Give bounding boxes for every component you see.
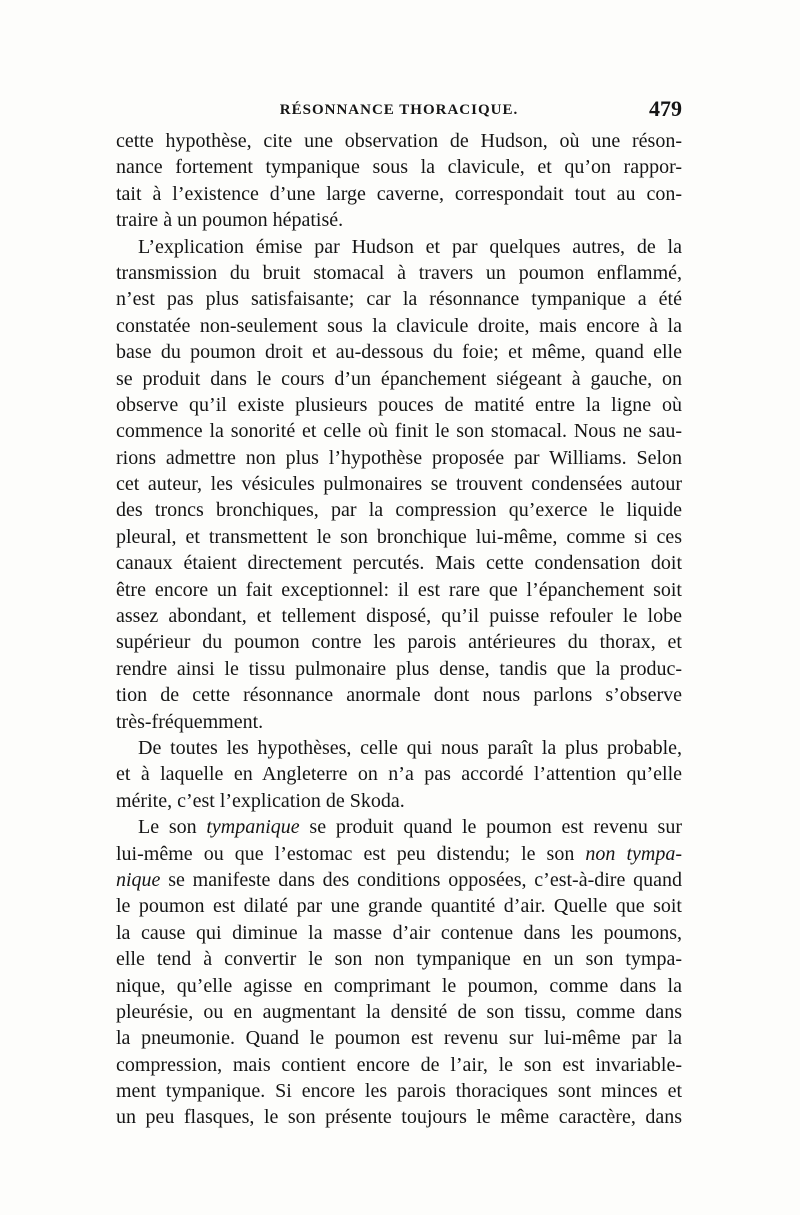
text-segment: se manifeste dans des conditions opposées, c’est-à-dire quand bbox=[160, 868, 682, 891]
text-segment: observe qu’il existe plusieurs pouces de matité entre la ligne où bbox=[116, 393, 682, 416]
text-segment: cette hypothèse, cite une observation de Hudson, où une réson- bbox=[116, 130, 682, 152]
body-text bbox=[116, 128, 682, 1131]
text-segment: constatée non-seulement sous la clavicule droite, mais encore à la bbox=[116, 314, 682, 337]
text-segment: rions admettre non plus l’hypothèse proposée par Williams. Selon bbox=[116, 446, 682, 469]
text-segment: tait à l’existence d’une large caverne, correspondait tout au con- bbox=[116, 182, 682, 205]
text-segment: traire à un poumon hépatisé. bbox=[116, 209, 344, 232]
page-number: 479 bbox=[649, 96, 682, 121]
text-segment: se produit dans le cours d’un épanchement siégeant à gauche, on bbox=[116, 367, 682, 390]
text-line bbox=[116, 841, 682, 867]
text-line bbox=[116, 234, 682, 260]
text-segment: se produit quand le poumon est revenu sur bbox=[299, 816, 682, 839]
text-segment: mérite, c’est l’explication de Skoda. bbox=[116, 789, 405, 812]
text-segment: commence la sonorité et celle où finit le son stomacal. Nous ne sau- bbox=[116, 420, 682, 443]
text-segment: De toutes les hypothèses, celle qui nous paraît la plus probable, bbox=[138, 736, 682, 759]
text-segment: des troncs bronchiques, par la compression qu’exerce le liquide bbox=[116, 499, 682, 522]
italic-text-segment: non tympa- bbox=[585, 842, 682, 865]
text-line bbox=[116, 207, 682, 233]
text-segment: pleural, et transmettent le son bronchique lui-même, comme si ces bbox=[116, 525, 682, 548]
text-segment: nique, qu’elle agisse en comprimant le poumon, comme dans la bbox=[116, 974, 682, 997]
text-line bbox=[116, 893, 682, 919]
text-line bbox=[116, 366, 682, 392]
text-line bbox=[116, 313, 682, 339]
text-line bbox=[116, 339, 682, 365]
italic-text-segment: nique bbox=[116, 868, 161, 891]
text-segment: pleurésie, ou en augmentant la densité de son tissu, comme dans bbox=[116, 1000, 682, 1023]
text-line bbox=[116, 814, 682, 840]
text-line bbox=[116, 154, 682, 180]
text-line bbox=[116, 629, 682, 655]
text-line bbox=[116, 867, 682, 893]
text-segment: un peu flasques, le son présente toujours le même caractère, dans bbox=[116, 1106, 682, 1129]
text-line bbox=[116, 1025, 682, 1051]
text-segment: ment tympanique. Si encore les parois thoraciques sont minces et bbox=[116, 1080, 682, 1103]
text-segment: assez abondant, et tellement disposé, qu’il puisse refouler le lobe bbox=[116, 605, 682, 628]
text-segment: être encore un fait exceptionnel: il est rare que l’épanchement soit bbox=[116, 578, 682, 601]
text-line bbox=[116, 973, 682, 999]
text-line bbox=[116, 1078, 682, 1104]
text-line bbox=[116, 550, 682, 576]
text-segment: la pneumonie. Quand le poumon est revenu sur lui-même par la bbox=[116, 1027, 682, 1050]
text-segment: base du poumon droit et au-dessous du foie; et même, quand elle bbox=[116, 341, 682, 364]
running-title: RÉSONNANCE THORACIQUE. bbox=[279, 102, 519, 118]
text-line bbox=[116, 682, 682, 708]
text-segment: lui-même ou que l’estomac est peu distendu; le son bbox=[116, 842, 586, 865]
text-line bbox=[116, 181, 682, 207]
text-line bbox=[116, 471, 682, 497]
text-line bbox=[116, 286, 682, 312]
text-segment: tion de cette résonnance anormale dont nous parlons s’observe bbox=[116, 684, 682, 707]
text-line bbox=[116, 418, 682, 444]
text-segment: la cause qui diminue la masse d’air contenue dans les poumons, bbox=[116, 921, 682, 944]
text-segment: rendre ainsi le tissu pulmonaire plus dense, tandis que la produc- bbox=[116, 657, 682, 680]
text-segment: compression, mais contient encore de l’air, le son est invariable- bbox=[116, 1053, 682, 1076]
text-line bbox=[116, 999, 682, 1025]
italic-text-segment: tympanique bbox=[206, 816, 300, 839]
text-segment: L’explication émise par Hudson et par quelques autres, de la bbox=[138, 235, 682, 258]
text-line bbox=[116, 920, 682, 946]
text-segment: Le son bbox=[138, 816, 207, 839]
text-line bbox=[116, 946, 682, 972]
text-segment: canaux étaient directement percutés. Mais cette condensation doit bbox=[116, 552, 682, 575]
text-segment: supérieur du poumon contre les parois antérieures du thorax, et bbox=[116, 631, 682, 654]
text-line bbox=[116, 709, 682, 735]
text-segment: le poumon est dilaté par une grande quantité d’air. Quelle que soit bbox=[116, 895, 682, 918]
text-line bbox=[116, 260, 682, 286]
text-line bbox=[116, 1104, 682, 1130]
text-line bbox=[116, 577, 682, 603]
text-segment: et à laquelle en Angleterre on n’a pas accordé l’attention qu’elle bbox=[116, 763, 682, 786]
text-line bbox=[116, 445, 682, 471]
running-head bbox=[116, 96, 682, 126]
text-line bbox=[116, 761, 682, 787]
text-segment: transmission du bruit stomacal à travers un poumon enflammé, bbox=[116, 261, 682, 284]
text-line bbox=[116, 656, 682, 682]
text-line bbox=[116, 524, 682, 550]
text-line bbox=[116, 392, 682, 418]
text-line bbox=[116, 788, 682, 814]
text-segment: cet auteur, les vésicules pulmonaires se trouvent condensées autour bbox=[116, 473, 682, 496]
text-segment: nance fortement tympanique sous la clavicule, et qu’on rappor- bbox=[116, 156, 682, 179]
text-segment: très-fréquemment. bbox=[116, 710, 264, 733]
text-line bbox=[116, 1052, 682, 1078]
text-line bbox=[116, 128, 682, 154]
text-segment: elle tend à convertir le son non tympanique en un son tympa- bbox=[116, 948, 682, 971]
text-line bbox=[116, 735, 682, 761]
text-line bbox=[116, 497, 682, 523]
text-segment: n’est pas plus satisfaisante; car la résonnance tympanique a été bbox=[116, 288, 682, 311]
text-line bbox=[116, 603, 682, 629]
